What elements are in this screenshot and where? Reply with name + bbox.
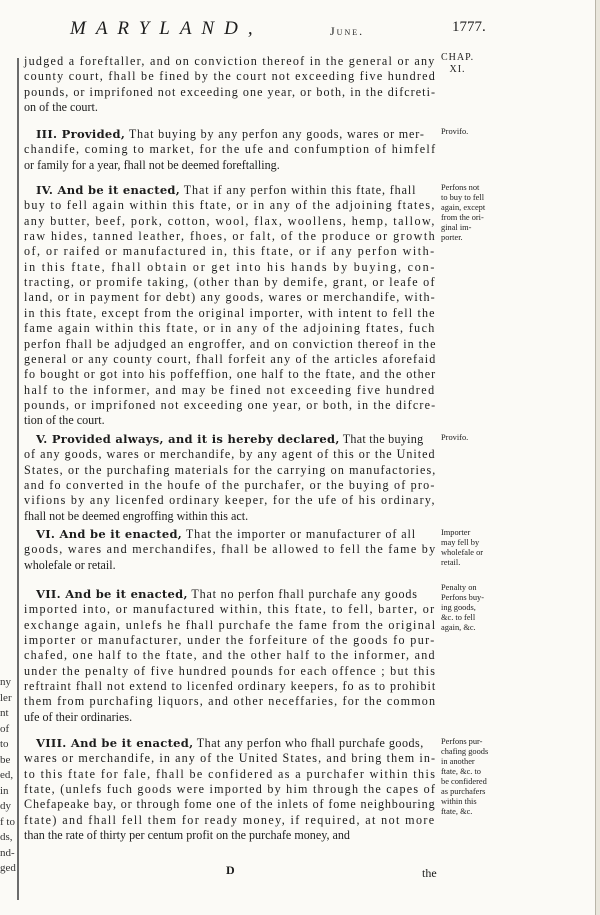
margin-note-line: may fell by [441, 538, 480, 547]
text-line [36, 127, 425, 142]
text-line [36, 587, 418, 602]
line-text: or family for a year, fhall not be deemed foreftalling. [24, 157, 280, 172]
margin-note-line: in another [441, 757, 475, 766]
gutter-rule [17, 58, 19, 900]
text-line [24, 290, 436, 305]
line-text: half to the informer, and may be fined not exceeding five hundred [24, 382, 436, 397]
margin-note-line: be confidered [441, 777, 487, 786]
line-text: wares or merchandife, in any of the United States, and bring them in- [24, 751, 437, 766]
section-lead: VII. And be it enacted, [36, 587, 188, 601]
text-line [24, 413, 105, 428]
margin-note-line: again, &c. [441, 623, 476, 632]
gutter-fragment: nt [0, 707, 9, 719]
line-text: in this ftate, fhall obtain or get into his hands by buying, con- [24, 259, 437, 274]
chapter-marker [441, 52, 474, 76]
text-line [24, 337, 436, 352]
text-line [24, 813, 436, 828]
margin-note-line: wholefale or [441, 548, 484, 557]
margin-note-line: ftate, &c. [441, 807, 473, 816]
text-line [24, 447, 436, 462]
text-line [24, 198, 436, 213]
section-lead: III. Provided, [36, 127, 126, 141]
line-text: That no perfon fhall purchafe any goods [187, 587, 418, 601]
text-line [24, 367, 436, 382]
line-text: fhall not be deemed engroffing within this act. [24, 508, 249, 523]
running-head-year: 1777. [452, 19, 486, 35]
margin-note-line: ftate, &c. to [441, 767, 481, 776]
gutter-fragment: ler [0, 691, 12, 704]
gutter-fragment: f to [0, 815, 15, 828]
line-text: exchange again, unlefs he fhall purchafe the fame from the original [24, 617, 437, 632]
text-line [36, 527, 416, 542]
chapter-number: XI. [449, 64, 466, 75]
text-line [24, 306, 436, 321]
margin-note-line: Penalty on [441, 583, 477, 592]
line-text: pounds, or imprifoned not exceeding one year, or both, in the difcreti- [24, 84, 437, 99]
text-line [24, 710, 132, 725]
text-line [24, 493, 436, 508]
gutter-fragment: nd- [0, 846, 15, 859]
margin-note-line: to buy to fell [441, 193, 485, 202]
text-line [24, 100, 98, 115]
line-text: ftate) and fhall fell them for ready money, if required, at not more [24, 812, 436, 827]
line-text: to this ftate for fale, fhall be confidered as a purchafer within this [24, 766, 437, 781]
text-line [24, 321, 436, 336]
line-text: chandife, coming to market, for the ufe and confumption of himfelf [24, 142, 437, 157]
text-line [24, 782, 436, 797]
line-text: any butter, beef, pork, cotton, wool, flax, woollens, hemp, tallow, [24, 213, 436, 228]
gutter-fragment: of [0, 722, 10, 735]
text-line [24, 797, 436, 812]
text-line [24, 618, 436, 633]
line-text: States, or the purchafing materials for the carrying on manufactories, [24, 462, 437, 477]
line-text: Chefapeake bay, or through fome one of the inlets of fome neighbouring [24, 797, 436, 812]
line-text: than the rate of thirty per centum profit on the purchafe money, and [24, 828, 350, 843]
line-text: pounds, or imprifoned not exceeding one year, or both, in the difcre- [24, 397, 437, 412]
line-text: on of the court. [24, 100, 98, 115]
text-line [24, 679, 436, 694]
line-text: of, or raifed or manufactured in, this ftate, or if any perfon with- [24, 244, 436, 259]
line-text: them from purchafing liquors, and other neceffaries, for the common [24, 694, 437, 709]
line-text: perfon fhall be adjudged an engroffer, and on conviction thereof in the [24, 336, 437, 351]
line-text: imported into, or manufactured within, this ftate, to fell, barter, or [24, 602, 436, 617]
gutter-fragment: ged [0, 862, 16, 874]
text-line [24, 275, 436, 290]
line-text: reftraint fhall not extend to licenfed ordinary keepers, fo as to prohibit [24, 679, 437, 694]
section-lead: V. Provided always, and it is hereby declared, [36, 432, 340, 446]
text-line [24, 463, 436, 478]
text-line [24, 602, 436, 617]
text-line [24, 558, 116, 573]
gutter-fragment: in [0, 784, 9, 797]
line-text: fo bought or got into his poffeffion, one half to the ftate, and the other [24, 367, 437, 382]
gutter-fragment: ny [0, 676, 11, 688]
text-line [24, 260, 436, 275]
text-line [24, 85, 436, 100]
text-line [24, 509, 248, 524]
line-text: buy to fell again within this ftate, or in any of the adjoining ftates, [24, 198, 436, 213]
line-text: vifions by any licenfed ordinary keeper, for the ufe of his ordinary, [24, 493, 436, 508]
margin-note-line: Provifo. [441, 127, 469, 136]
signature-mark: D [226, 863, 235, 877]
line-text: and fo converted in the houfe of the purchafer, or the buying of pro- [24, 478, 436, 493]
text-line [24, 767, 436, 782]
section-lead: IV. And be it enacted, [36, 183, 181, 197]
line-text: county court, fhall be fined by the court not exceeding five hundred [24, 69, 437, 84]
text-line [36, 432, 423, 447]
margin-note-line: ing goods, [441, 603, 476, 612]
text-line [24, 158, 280, 173]
margin-note-line: from the ori- [441, 213, 484, 222]
line-text: That the buying [339, 432, 424, 446]
text-line [24, 54, 436, 69]
line-text: land, or in payment for debt) any goods, wares or merchandife, with- [24, 290, 436, 305]
margin-note-line: Importer [441, 528, 471, 537]
text-line [24, 352, 436, 367]
gutter-fragment: ds, [0, 831, 13, 843]
text-line [24, 664, 436, 679]
gutter-fragment: be [0, 753, 11, 766]
text-line [36, 183, 416, 198]
margin-note-line: porter. [441, 233, 463, 242]
text-line [24, 694, 436, 709]
text-line [24, 142, 436, 157]
text-line [24, 69, 436, 84]
margin-note-line: &c. to fell [441, 613, 476, 622]
text-line [36, 736, 424, 751]
line-text: That if any perfon within this ftate, fhall [180, 183, 417, 197]
text-line [24, 383, 436, 398]
line-text: raw hides, tanned leather, fhoes, or falt, of the produce or growth [24, 229, 437, 244]
margin-note-line: as purchafers [441, 787, 486, 796]
margin-note-line: retail. [441, 558, 461, 567]
section-lead: VI. And be it enacted, [36, 527, 183, 541]
line-text: chafed, one half to the ftate, and the other half to the informer, and [24, 648, 436, 663]
line-text: under the penalty of five hundred pounds for each offence ; but this [24, 663, 437, 678]
line-text: That any perfon who fhall purchafe goods, [193, 736, 424, 750]
text-line [24, 751, 436, 766]
margin-note-line: Perfons buy- [441, 593, 485, 602]
text-line [24, 633, 436, 648]
line-text: general or any county court, fhall forfeit any of the articles aforefaid [24, 351, 437, 366]
running-head-month: June. [330, 24, 365, 38]
margin-note-line: Provifo. [441, 433, 469, 442]
margin-note-line: again, except [441, 203, 486, 212]
text-line [24, 542, 436, 557]
line-text: of any goods, wares or merchandife, by any agent of this or the United [24, 447, 436, 462]
margin-note-line: Perfons pur- [441, 737, 483, 746]
line-text: That buying by any perfon any goods, wares or mer- [125, 127, 425, 141]
text-line [24, 229, 436, 244]
text-line [24, 214, 436, 229]
line-text: wholefale or retail. [24, 557, 116, 572]
line-text: That the importer or manufacturer of all [182, 527, 417, 541]
line-text: ftate, (unlefs fuch goods were imported by him through the capes of [24, 782, 437, 797]
gutter-fragment: ed, [0, 769, 14, 781]
line-text: fame again within this ftate, or in any of the adjoining ftates, fuch [24, 321, 436, 336]
margin-note-line: Perfons not [441, 183, 480, 192]
section-lead: VIII. And be it enacted, [36, 736, 194, 750]
line-text: importer or manufacturer, under the forfeiture of the goods fo pur- [24, 633, 436, 648]
margin-note-line: ginal im- [441, 223, 472, 232]
line-text: tion of the court. [24, 413, 105, 428]
page-fold-edge [595, 0, 600, 915]
gutter-fragment: dy [0, 800, 11, 812]
text-line [24, 478, 436, 493]
margin-note-line: chafing goods [441, 747, 489, 756]
text-line [24, 244, 436, 259]
line-text: ufe of their ordinaries. [24, 709, 133, 724]
chapter-label: CHAP. [441, 52, 475, 63]
line-text: in this ftate, except from the original importer, with intent to fell the [24, 305, 436, 320]
text-line [24, 648, 436, 663]
line-text: tracting, or promife taking, (other than by demife, grant, or leafe of [24, 275, 436, 290]
line-text: goods, wares and merchandifes, fhall be allowed to fell the fame by [24, 542, 437, 557]
margin-note-line: within this [441, 797, 477, 806]
text-line [24, 828, 350, 843]
running-head-title: MARYLAND, [70, 18, 263, 39]
catchword: the [422, 866, 437, 880]
gutter-fragment: to [0, 738, 9, 750]
line-text: judged a foreftaller, and on conviction thereof in the general or any [24, 54, 436, 68]
text-line [24, 398, 436, 413]
